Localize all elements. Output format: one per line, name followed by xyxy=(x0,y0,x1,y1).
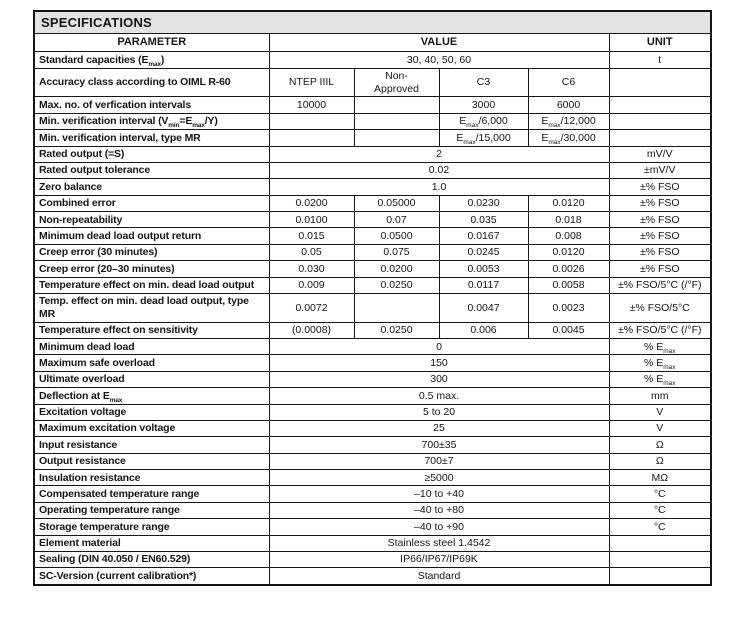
spec-table-body xyxy=(34,11,711,585)
value-cell xyxy=(354,97,439,113)
value-cell: 25 xyxy=(269,420,609,436)
value-cell: NTEP IIIL xyxy=(269,68,354,97)
unit-cell: ±% FSO xyxy=(609,179,711,195)
parameter-cell: Minimum dead load xyxy=(34,339,269,355)
table-row xyxy=(34,486,711,502)
subscript: max xyxy=(548,138,561,146)
parameter-cell: Min. verification interval $(V_{min}=E_{max}/Y)$ xyxy=(34,113,269,129)
parameter-cell: Compensated temperature range xyxy=(34,486,269,502)
value-cell: 0.0117 xyxy=(439,277,528,293)
table-row xyxy=(34,162,711,178)
table-row xyxy=(34,146,711,162)
value-cell: 0.0072 xyxy=(269,293,354,322)
parameter-cell: Accuracy class according to OIML R-60 xyxy=(34,68,269,97)
value-cell: 0.0120 xyxy=(528,244,609,260)
unit-cell: mV/V xyxy=(609,146,711,162)
value-cell xyxy=(269,113,354,129)
value-cell xyxy=(269,130,354,146)
table-row xyxy=(34,371,711,387)
table-row xyxy=(34,355,711,371)
table-row xyxy=(34,519,711,535)
value-cell: 5 to 20 xyxy=(269,404,609,420)
value-cell: 10000 xyxy=(269,97,354,113)
value-cell: 0.0500 xyxy=(354,228,439,244)
value-cell: 0.0045 xyxy=(528,322,609,338)
value-cell: 0.009 xyxy=(269,277,354,293)
header-unit: UNIT xyxy=(609,34,711,52)
value-cell: 0.02 xyxy=(269,162,609,178)
value-cell: 6000 xyxy=(528,97,609,113)
parameter-cell: Minimum dead load output return xyxy=(34,228,269,244)
value-cell: –40 to +90 xyxy=(269,519,609,535)
parameter-cell: Storage temperature range xyxy=(34,519,269,535)
unit-cell: ±% FSO xyxy=(609,212,711,228)
unit-cell: Ω xyxy=(609,453,711,469)
unit-cell xyxy=(609,568,711,585)
table-row xyxy=(34,228,711,244)
value-cell: 0.030 xyxy=(269,261,354,277)
parameter-cell: Max. no. of verfication intervals xyxy=(34,97,269,113)
table-row xyxy=(34,437,711,453)
table-row xyxy=(34,261,711,277)
subscript: max xyxy=(192,122,205,130)
subscript: max xyxy=(463,138,476,146)
unit-cell: Ω xyxy=(609,437,711,453)
value-cell: 0.0245 xyxy=(439,244,528,260)
table-row xyxy=(34,179,711,195)
value-cell: 0.015 xyxy=(269,228,354,244)
parameter-cell: Deflection at $E_{max}$ xyxy=(34,388,269,404)
parameter-cell: Element material xyxy=(34,535,269,551)
table-row xyxy=(34,68,711,97)
value-cell: 0.0200 xyxy=(269,195,354,211)
parameter-cell: Temp. effect on min. dead load output, type MR xyxy=(34,293,269,322)
table-row xyxy=(34,453,711,469)
parameter-cell: Insulation resistance xyxy=(34,470,269,486)
value-cell: 150 xyxy=(269,355,609,371)
table-title-row xyxy=(34,11,711,34)
value-cell: 0.035 xyxy=(439,212,528,228)
parameter-cell: Min. verification interval, type MR xyxy=(34,130,269,146)
parameter-cell: Maximum excitation voltage xyxy=(34,420,269,436)
unit-cell: ±% FSO xyxy=(609,244,711,260)
parameter-cell: Combined error xyxy=(34,195,269,211)
unit-cell: °C xyxy=(609,502,711,518)
table-row xyxy=(34,113,711,129)
parameter-cell: Operating temperature range xyxy=(34,502,269,518)
value-cell: 0 xyxy=(269,339,609,355)
value-cell: IP66/IP67/IP69K xyxy=(269,551,609,567)
value-cell: C6 xyxy=(528,68,609,97)
value-cell: 0.018 xyxy=(528,212,609,228)
unit-cell: % $E_{max}$ xyxy=(609,339,711,355)
table-row xyxy=(34,244,711,260)
table-row xyxy=(34,388,711,404)
table-row xyxy=(34,568,711,585)
unit-cell: ±% FSO/5°C (/°F) xyxy=(609,322,711,338)
parameter-cell: Creep error (20–30 minutes) xyxy=(34,261,269,277)
value-cell: 0.0120 xyxy=(528,195,609,211)
table-row xyxy=(34,52,711,68)
subscript: max xyxy=(548,122,561,130)
table-row xyxy=(34,322,711,338)
parameter-cell: Temperature effect on min. dead load output xyxy=(34,277,269,293)
value-cell: $E_{max}/12,000$ xyxy=(528,113,609,129)
value-cell: 0.0250 xyxy=(354,322,439,338)
value-cell: 0.0053 xyxy=(439,261,528,277)
unit-cell: ±% FSO/5°C (/°F) xyxy=(609,277,711,293)
header-parameter: PARAMETER xyxy=(34,34,269,52)
value-cell: 0.05000 xyxy=(354,195,439,211)
table-row xyxy=(34,130,711,146)
table-title: SPECIFICATIONS xyxy=(34,11,711,34)
value-cell: 700±35 xyxy=(269,437,609,453)
value-cell: $E_{max}/6,000$ xyxy=(439,113,528,129)
value-cell: 0.0047 xyxy=(439,293,528,322)
subscript: max xyxy=(109,396,123,404)
table-row xyxy=(34,97,711,113)
unit-cell xyxy=(609,97,711,113)
unit-cell: MΩ xyxy=(609,470,711,486)
value-cell: Stainless steel 1.4542 xyxy=(269,535,609,551)
unit-cell xyxy=(609,130,711,146)
value-cell: 2 xyxy=(269,146,609,162)
parameter-cell: SC-Version (current calibration*) xyxy=(34,568,269,585)
unit-cell: ±% FSO/5°C xyxy=(609,293,711,322)
value-cell: 0.0058 xyxy=(528,277,609,293)
value-cell: C3 xyxy=(439,68,528,97)
value-cell: 0.006 xyxy=(439,322,528,338)
value-cell: Standard xyxy=(269,568,609,585)
table-row xyxy=(34,502,711,518)
table-row xyxy=(34,195,711,211)
table-row xyxy=(34,339,711,355)
table-row xyxy=(34,551,711,567)
value-cell: 1.0 xyxy=(269,179,609,195)
value-cell: 0.0023 xyxy=(528,293,609,322)
table-row xyxy=(34,293,711,322)
subscript: min xyxy=(168,122,180,130)
unit-cell: % $E_{max}$ xyxy=(609,371,711,387)
unit-cell: V xyxy=(609,404,711,420)
value-cell: (0.0008) xyxy=(269,322,354,338)
table-row xyxy=(34,404,711,420)
value-cell: 0.0230 xyxy=(439,195,528,211)
parameter-cell: Temperature effect on sensitivity xyxy=(34,322,269,338)
value-cell: 0.05 xyxy=(269,244,354,260)
parameter-cell: Sealing (DIN 40.050 / EN60.529) xyxy=(34,551,269,567)
parameter-cell: Non-repeatability xyxy=(34,212,269,228)
header-value: VALUE xyxy=(269,34,609,52)
value-cell xyxy=(354,113,439,129)
table-row xyxy=(34,535,711,551)
value-cell: –40 to +80 xyxy=(269,502,609,518)
unit-cell: °C xyxy=(609,519,711,535)
parameter-cell: Rated output tolerance xyxy=(34,162,269,178)
table-row xyxy=(34,470,711,486)
unit-cell: ±% FSO xyxy=(609,261,711,277)
unit-cell: V xyxy=(609,420,711,436)
subscript: max xyxy=(148,60,161,68)
value-cell: 300 xyxy=(269,371,609,387)
parameter-cell: Rated output (=S) xyxy=(34,146,269,162)
parameter-cell: Input resistance xyxy=(34,437,269,453)
value-cell: $E_{max}/30,000$ xyxy=(528,130,609,146)
value-cell: 3000 xyxy=(439,97,528,113)
unit-cell xyxy=(609,551,711,567)
unit-cell: mm xyxy=(609,388,711,404)
value-cell: 0.0250 xyxy=(354,277,439,293)
value-cell: 0.0200 xyxy=(354,261,439,277)
unit-cell xyxy=(609,68,711,97)
parameter-cell: Output resistance xyxy=(34,453,269,469)
value-cell: –10 to +40 xyxy=(269,486,609,502)
unit-cell: ±% FSO xyxy=(609,228,711,244)
table-row xyxy=(34,212,711,228)
value-cell xyxy=(354,293,439,322)
specifications-table xyxy=(33,10,712,586)
unit-cell: °C xyxy=(609,486,711,502)
parameter-cell: Standard capacities $(E_{max})$ xyxy=(34,52,269,68)
unit-cell: ±mV/V xyxy=(609,162,711,178)
value-cell: 700±7 xyxy=(269,453,609,469)
unit-cell: t xyxy=(609,52,711,68)
parameter-cell: Ultimate overload xyxy=(34,371,269,387)
value-cell: 0.0100 xyxy=(269,212,354,228)
table-row xyxy=(34,420,711,436)
subscript: max xyxy=(663,364,676,372)
unit-cell: ±% FSO xyxy=(609,195,711,211)
value-cell: 0.07 xyxy=(354,212,439,228)
value-cell: $E_{max}/15,000$ xyxy=(439,130,528,146)
table-header-row xyxy=(34,34,711,52)
subscript: max xyxy=(466,122,479,130)
value-cell: 0.0167 xyxy=(439,228,528,244)
value-cell xyxy=(354,130,439,146)
value-cell: 0.0026 xyxy=(528,261,609,277)
value-cell: 0.075 xyxy=(354,244,439,260)
value-cell: 0.5 max. xyxy=(269,388,609,404)
value-cell: 30, 40, 50, 60 xyxy=(269,52,609,68)
unit-cell xyxy=(609,535,711,551)
unit-cell xyxy=(609,113,711,129)
parameter-cell: Zero balance xyxy=(34,179,269,195)
subscript: max xyxy=(663,347,676,355)
value-cell: ≥5000 xyxy=(269,470,609,486)
subscript: max xyxy=(663,380,676,388)
parameter-cell: Excitation voltage xyxy=(34,404,269,420)
unit-cell: % $E_{max}$ xyxy=(609,355,711,371)
value-cell: Non- Approved xyxy=(354,68,439,97)
parameter-cell: Creep error (30 minutes) xyxy=(34,244,269,260)
value-cell: 0.008 xyxy=(528,228,609,244)
table-row xyxy=(34,277,711,293)
parameter-cell: Maximum safe overload xyxy=(34,355,269,371)
